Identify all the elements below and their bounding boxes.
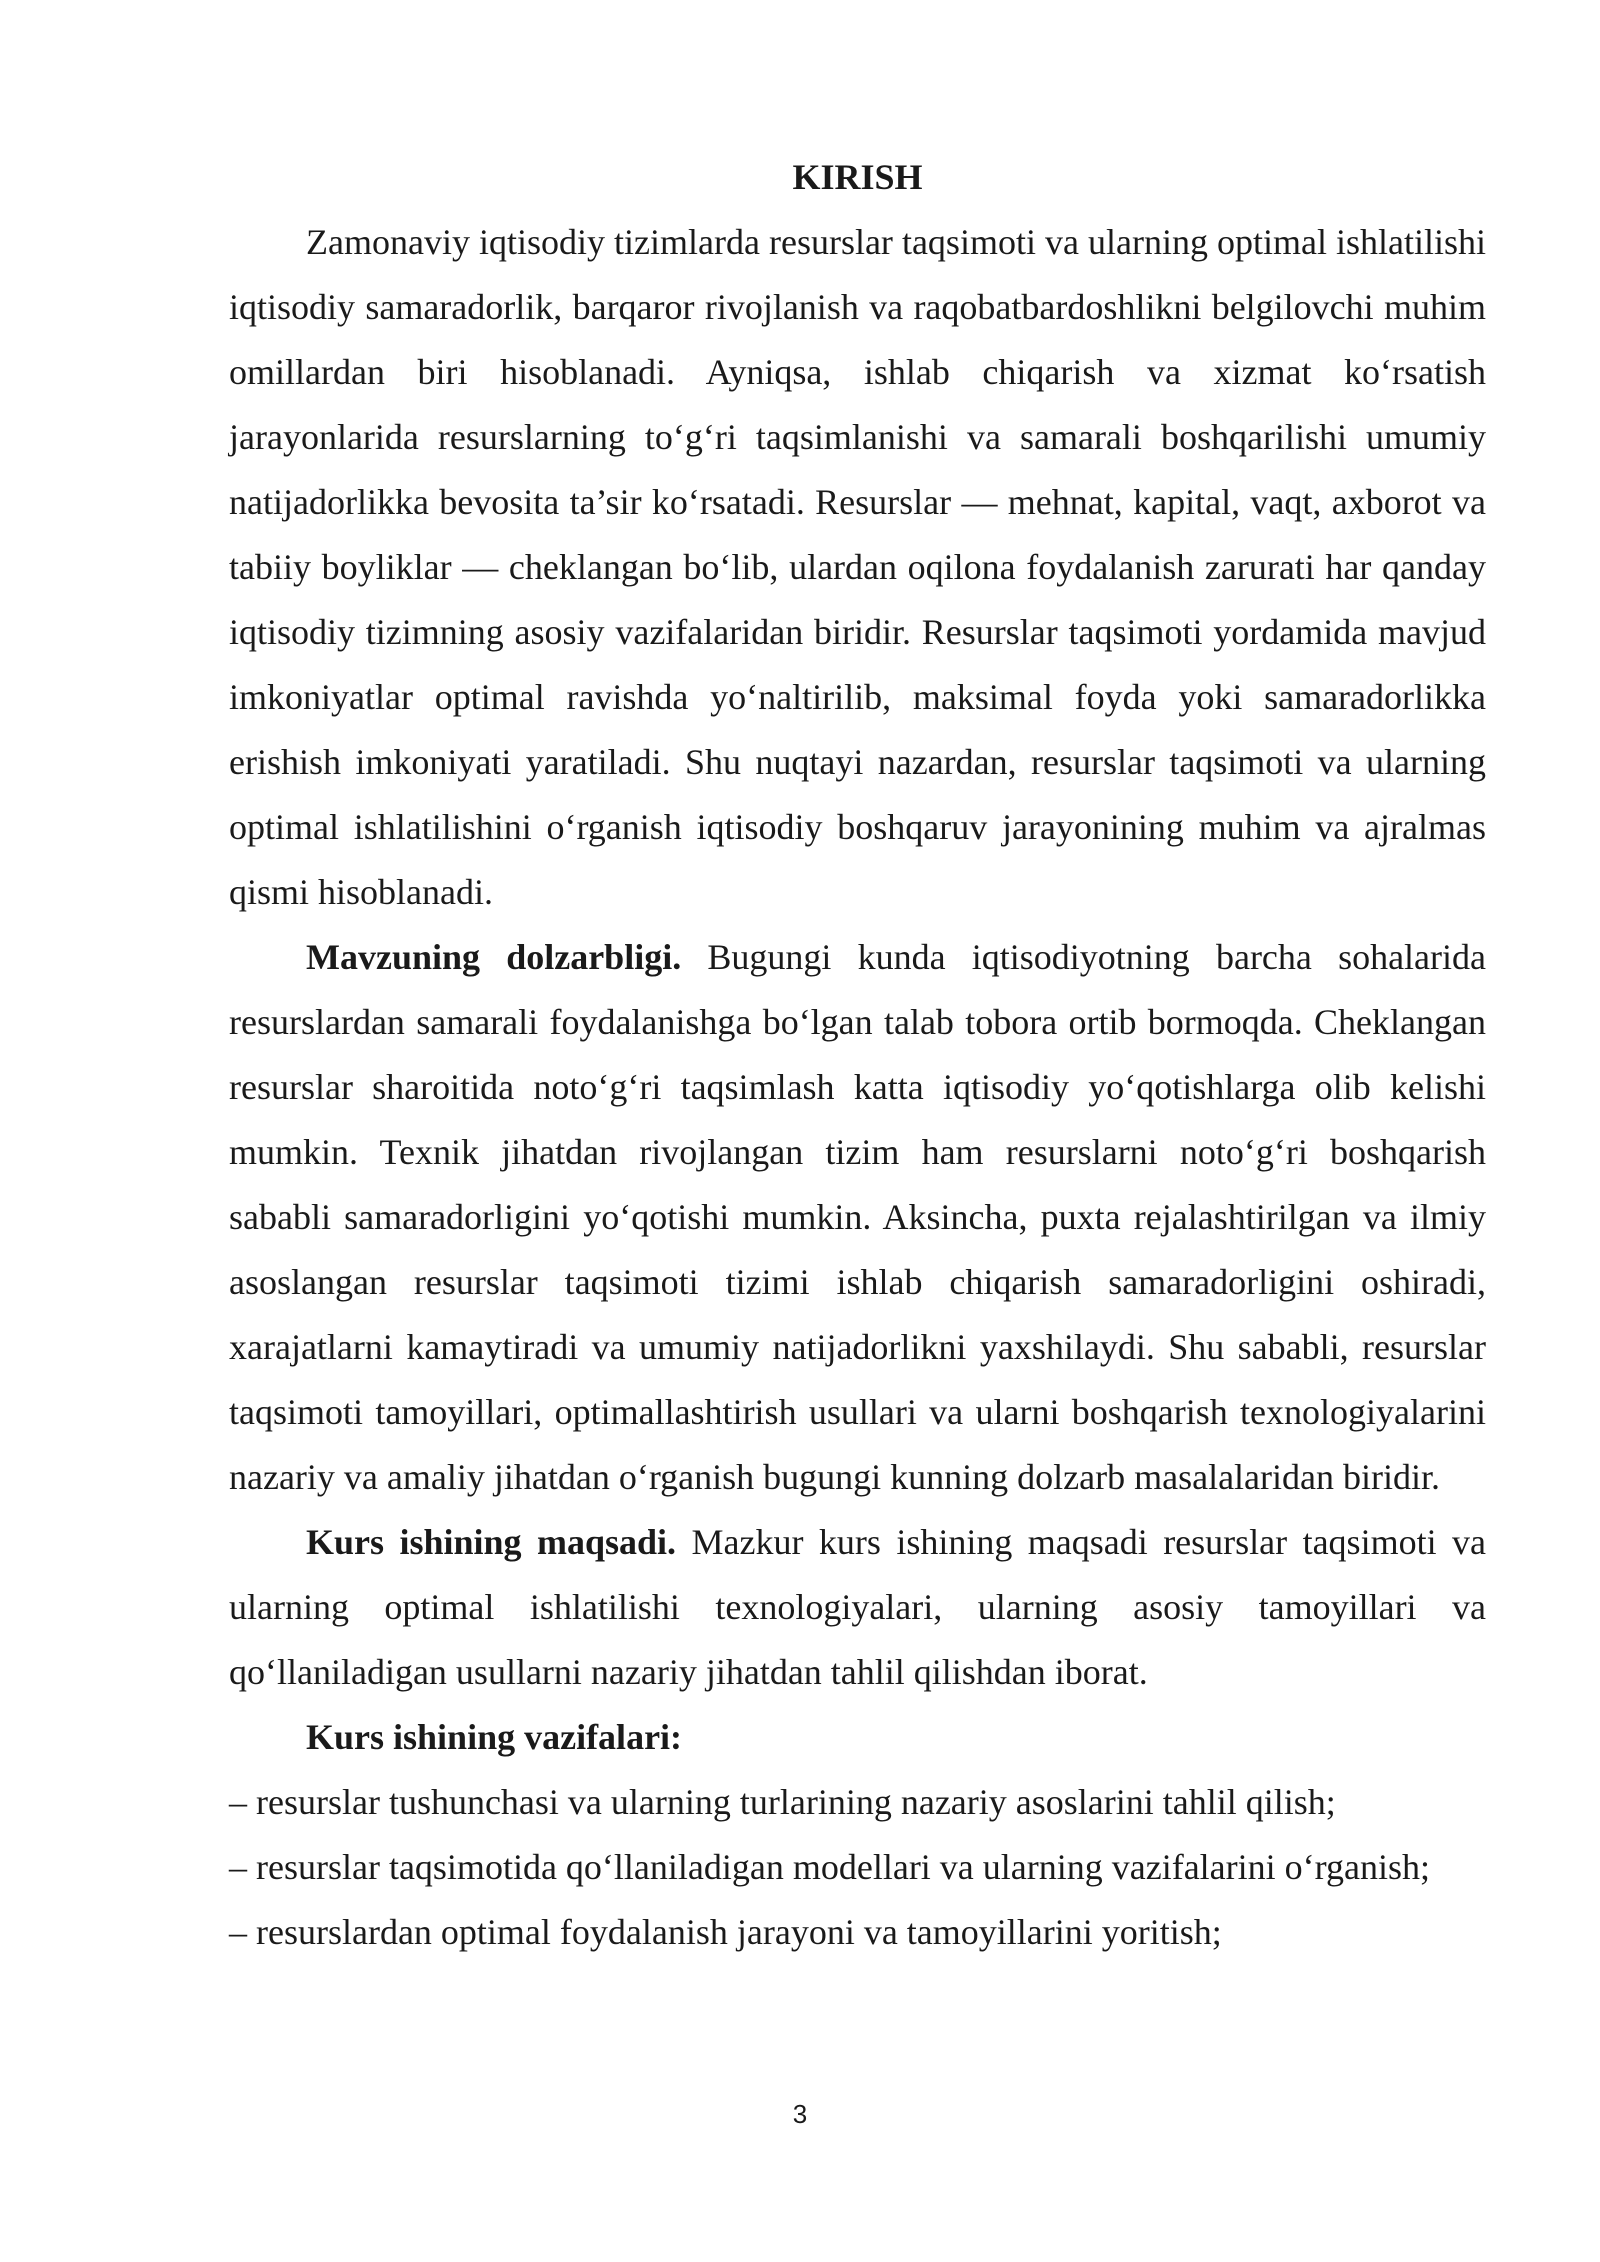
tasks-heading: Kurs ishining vazifalari: xyxy=(306,1717,683,1757)
intro-paragraph: Zamonaviy iqtisodiy tizimlarda resurslar taqsimoti va ularning optimal ishlatilishi iqtisodiy samaradorlik, barqaror rivojlanish va raqobatbardoshlikni belgilovchi muhim omillardan biri hisoblanadi. Ayniqsa, ishlab chiqarish va xizmat ko‘rsatish jarayonlarida resurslarning to‘g‘ri taqsimlanishi va samarali boshqarilishi umumiy natijadorlikka bevosita ta’sir ko‘rsatadi. Resurslar — mehnat, kapital, vaqt, axborot va tabiiy boyliklar — cheklangan bo‘lib, ulardan oqilona foydalanish zarurati har qanday iqtisodiy tizimning asosiy vazifalaridan biridir. Resurslar taqsimoti yordamida mavjud imkoniyatlar optimal ravishda yo‘naltirilib, maksimal foyda yoki samaradorlikka erishish imkoniyati yaratiladi. Shu nuqtayi nazardan, resurslar taqsimoti va ularning optimal ishlatilishini o‘rganish iqtisodiy boshqaruv jarayonining muhim va ajralmas qismi hisoblanadi. xyxy=(229,222,1486,912)
goal-paragraph xyxy=(229,1510,1486,1705)
task-item: – resurslardan optimal foydalanish jarayoni va tamoyillarini yoritish; xyxy=(229,1912,1222,1952)
page-content xyxy=(229,145,1486,1965)
relevance-text: Bugungi kunda iqtisodiyotning barcha sohalarida resurslardan samarali foydalanishga bo‘lgan talab tobora ortib bormoqda. Cheklangan resurslar sharoitida noto‘g‘ri taqsimlash katta iqtisodiy yo‘qotishlarga olib kelishi mumkin. Texnik jihatdan rivojlangan tizim ham resurslarni noto‘g‘ri boshqarish sababli samaradorligini yo‘qotishi mumkin. Aksincha, puxta rejalashtirilgan va ilmiy asoslangan resurslar taqsimoti tizimi ishlab chiqarish samaradorligini oshiradi, xarajatlarni kamaytiradi va umumiy natijadorlikni yaxshilaydi. Shu sababli, resurslar taqsimoti tamoyillari, optimallashtirish usullari va ularni boshqarish texnologiyalarini nazariy va amaliy jihatdan o‘rganish bugungi kunning dolzarb masalalaridan biridir. xyxy=(229,937,1487,1497)
goal-label: Kurs ishining maqsadi. xyxy=(306,1522,677,1562)
page-number: 3 xyxy=(792,2099,808,2129)
tasks-list xyxy=(229,1770,1486,1965)
section-title: KIRISH xyxy=(792,157,923,197)
task-item: – resurslar tushunchasi va ularning turlarining nazariy asoslarini tahlil qilish; xyxy=(229,1782,1336,1822)
relevance-label: Mavzuning dolzarbligi. xyxy=(306,937,682,977)
relevance-paragraph xyxy=(229,925,1486,1510)
task-item: – resurslar taqsimotida qo‘llaniladigan modellari va ularning vazifalarini o‘rganish; xyxy=(229,1847,1430,1887)
goal-text: Mazkur kurs ishining maqsadi resurslar taqsimoti va ularning optimal ishlatilishi texnologiyalari, ularning asosiy tamoyillari va qo‘llaniladigan usullarni nazariy jihatdan tahlil qilishdan iborat. xyxy=(229,1522,1487,1692)
